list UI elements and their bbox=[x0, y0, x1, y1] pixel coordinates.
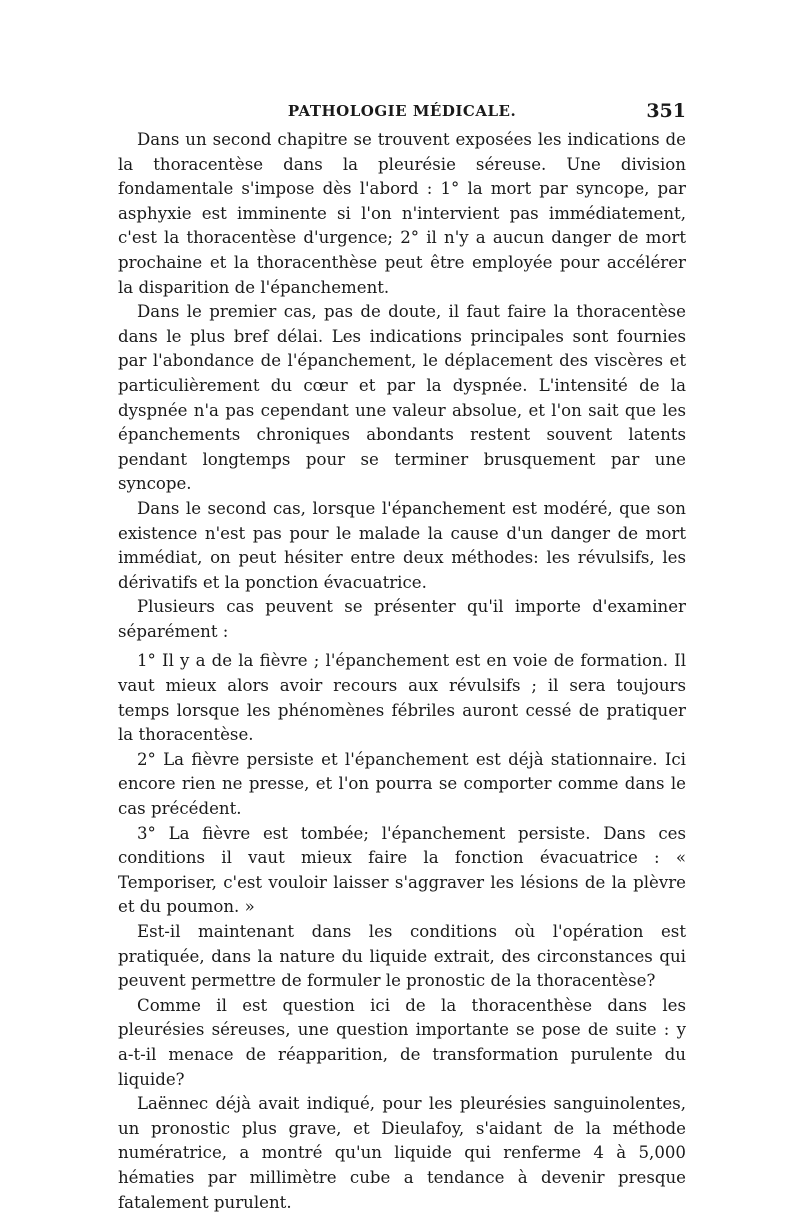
paragraph: 2° La fièvre persiste et l'épanchement est déjà stationnaire. Ici encore rien ne presse, et l'on pourra se comporter comme dans le cas précédent. bbox=[118, 749, 686, 819]
paragraph: Dans un second chapitre se trouvent exposées les indications de la thoracentèse dans la pleurésie séreuse. Une division fondamentale s'impose dès l'abord : 1° la mort par syncope, par asphyxie est imminente si l'on n'intervient pas immédiatement, c'est la thoracentèse d'urgence; 2° il n'y a aucun danger de mort prochaine et la thoracenthèse peut être employée pour accélérer la disparition de l'épanchement. bbox=[118, 130, 686, 297]
running-title: PATHOLOGIE MÉDICALE. bbox=[287, 102, 517, 120]
running-head bbox=[118, 99, 686, 123]
paragraph: Dans le second cas, lorsque l'épanchement est modéré, que son existence n'est pas pour le malade la cause d'un danger de mort immédiat, on peut hésiter entre deux méthodes: les révulsifs, les dérivatifs et la ponction évacuatrice. bbox=[118, 498, 686, 592]
paragraph: 1° Il y a de la fièvre ; l'épanchement est en voie de formation. Il vaut mieux alors avoir recours aux révulsifs ; il sera toujours temps lorsque les phénomènes fébriles auront cessé de pratiquer la thoracentèse. bbox=[118, 651, 686, 745]
paragraph: Comme il est question ici de la thoracenthèse dans les pleurésies séreuses, une question importante se pose de suite : y a-t-il menace de réapparition, de transformation purulente du liquide? bbox=[118, 995, 686, 1089]
paragraph: 3° La fièvre est tombée; l'épanchement persiste. Dans ces conditions il vaut mieux faire la fonction évacuatrice : « Temporiser, c'est vouloir laisser s'aggraver les lésions de la plèvre et du poumon. » bbox=[118, 823, 686, 917]
paragraph: Dans le premier cas, pas de doute, il faut faire la thoracentèse dans le plus bref délai. Les indications principales sont fournies par l'abondance de l'épanchement, le déplacement des viscères et particulièrement du cœur et par la dyspnée. L'intensité de la dyspnée n'a pas cependant une valeur absolue, et l'on sait que les épanchements chroniques abondants restent souvent latents pendant longtemps pour se terminer brusquement par une syncope. bbox=[118, 302, 686, 494]
paragraph: Laënnec déjà avait indiqué, pour les pleurésies sanguinolentes, un pronostic plus grave, et Dieulafoy, s'aidant de la méthode numératrice, a montré qu'un liquide qui renferme 4 à 5,000 hématies par millimètre cube a tendance à devenir presque fatalement purulent. bbox=[118, 1094, 686, 1212]
page-number: 351 bbox=[646, 100, 686, 122]
paragraph: Est-il maintenant dans les conditions où l'opération est pratiquée, dans la nature du liquide extrait, des circonstances qui peuvent permettre de formuler le pronostic de la thoracentèse? bbox=[118, 922, 686, 991]
body-text bbox=[118, 128, 686, 1215]
paragraph: Plusieurs cas peuvent se présenter qu'il importe d'examiner séparément : bbox=[118, 597, 686, 641]
